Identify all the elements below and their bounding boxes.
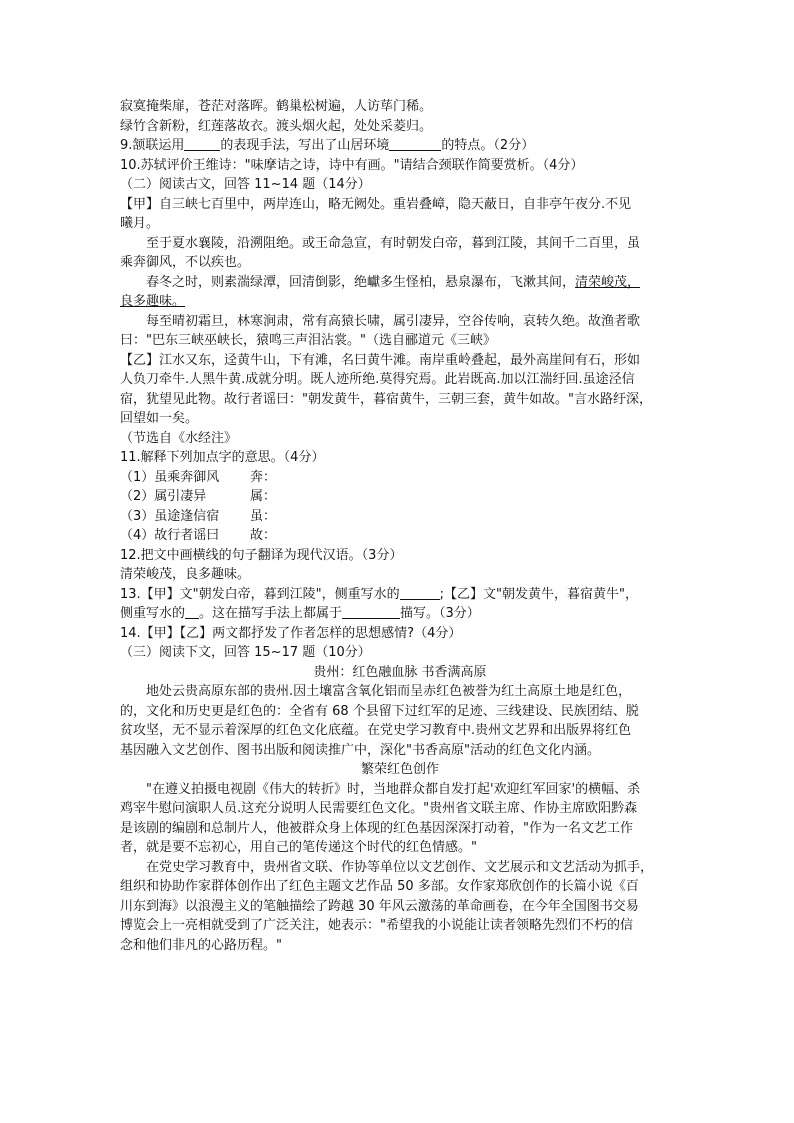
question-14: 14.【甲】【乙】两文都抒发了作者怎样的思想感情?（4分） xyxy=(120,625,462,641)
article-p1-b: 的，文化和历史更是红色的：全省有 68 个县留下过红军的足迹、三线建设、民族团结、脱 xyxy=(120,703,639,719)
q12-sentence: 清荣峻茂，良多趣味。 xyxy=(120,567,251,582)
article-title: 贵州：红色融血脉 书香满高原 xyxy=(313,664,487,680)
yi-source: （节选自《水经注》 xyxy=(120,430,238,446)
poem-line-2: 绿竹含新粉，红莲落故衣。渡头烟火起，处处采菱归。 xyxy=(120,118,433,134)
yi-b: 人负刀牵牛.人黑牛黄.成就分明。既人迹所绝.莫得究焉。此岩既高.加以江湍纡回.虽途泾信 xyxy=(120,372,635,387)
jia-p2-a: 至于夏水襄陵，沿溯阻绝。或王命急宣，有时朝发白帝，暮到江陵，其间千二百里，虽 xyxy=(146,235,641,251)
poem-line-1: 寂寞掩柴扉，苍茫对落晖。鹤巢松树遍，人访荜门稀。 xyxy=(120,99,433,114)
article-p1-a: 地处云贵高原东部的贵州.因土壤富含氧化铝而呈赤红色被誉为红土高原土地是红色， xyxy=(146,684,632,699)
q11-item: （2）属引凄异 属： xyxy=(120,489,277,504)
question-9 xyxy=(120,136,680,156)
q11-item: （1）虽乘奔御风 奔： xyxy=(120,469,277,485)
article-p3-c: 川东到海》以浪漫主义的笔触描绘了跨越 30 年风云激荡的革命画卷，在今年全国图书交易 xyxy=(120,898,639,914)
question-12-title: 12.把文中画横线的句子翻译为现代汉语。（3分） xyxy=(120,547,403,563)
q9-text-a: 9.颔联运用 xyxy=(120,138,185,153)
section-2-title: （二）阅读古文，回答 11~14 题（14分） xyxy=(120,177,371,192)
jia-p1-a: 【甲】自三峡七百里中，两岸连山，略无阙处。重岩叠嶂，隐天蔽日，自非亭午夜分.不见 xyxy=(120,196,632,212)
q11-item: （4）故行者谣曰 故： xyxy=(120,528,277,543)
underlined-sentence: 清荣峻茂， xyxy=(575,274,641,290)
q9-text-b: 的表现手法，写出了山居环境 xyxy=(220,138,390,153)
document-page xyxy=(120,97,680,955)
jia-p2-b: 乘奔御风，不以疾也。 xyxy=(120,255,251,270)
answer-blank xyxy=(184,137,220,151)
answer-blank xyxy=(389,137,441,151)
question-13: 13.【甲】文"朝发白帝，暮到江陵"，侧重写水的 ;【乙】文"朝发黄牛，暮宿黄牛"， xyxy=(120,586,638,602)
question-13-cont: 侧重写水的 。这在描写手法上都属于 描写。（3分） xyxy=(120,606,480,621)
jia-p1-b: 曦月。 xyxy=(120,216,160,231)
article-p3-d: 博览会上一亮相就受到了广泛关注，她表示："希望我的小说能让读者领略先烈们不朽的信 xyxy=(120,918,633,933)
q11-item: （3）虽途逢信宿 虽： xyxy=(120,508,277,524)
question-11-title: 11.解释下列加点字的意思。（4分） xyxy=(120,450,325,465)
q9-text-c: 的特点。（2分） xyxy=(441,138,535,153)
article-p1-d: 基因融入文艺创作、图书出版和阅读推广中，深化"书香高原"活动的红色文化内涵。 xyxy=(120,742,600,758)
yi-c: 宿，犹望见此物。故行者谣曰："朝发黄牛，暮宿黄牛，三朝三套，黄牛如故。"言水路纡深， xyxy=(120,391,652,407)
yi-d: 回望如一矣。 xyxy=(120,411,199,426)
underlined-sentence: 良多趣味。 xyxy=(120,294,186,309)
article-subtitle: 繁荣红色创作 xyxy=(360,762,439,777)
article-p2-d: 者，就是要不忘初心，用自己的笔传递这个时代的红色情感。" xyxy=(120,840,477,855)
article-p2-c: 是该剧的编剧和总制片人，他被群众身上体现的红色基因深深打动着，"作为一名文艺工作 xyxy=(120,820,633,836)
jia-p4-a: 每至晴初霜旦，林寒涧肃，常有高猿长啸，属引凄异，空谷传响，哀转久绝。故渔者歌 xyxy=(146,313,641,329)
article-p2-a: "在遵义拍摄电视剧《伟大的转折》时，当地群众都自发打起'欢迎红军回家'的横幅、杀 xyxy=(146,781,641,797)
jia-p4-b: 曰："巴东三峡巫峡长，猿鸣三声泪沾裳。"（选自郦道元《三峡》 xyxy=(120,333,496,348)
answer-blank xyxy=(185,605,199,619)
section-3-title: （三）阅读下文，回答 15~17 题（10分） xyxy=(120,645,371,660)
jia-p3-b xyxy=(120,292,680,312)
article-p3-e: 念和他们非凡的心路历程。" xyxy=(120,937,282,953)
answer-blank xyxy=(342,605,400,619)
article-p1-c: 贫攻坚，无不显示着深厚的红色文化底蕴。在党史学习教育中.贵州文艺界和出版界将红色 xyxy=(120,723,632,738)
article-p3-b: 组织和协助作家群体创作出了红色主题文艺作品 50 多部。女作家郑欣创作的长篇小说《百 xyxy=(120,879,639,894)
jia-p3-a xyxy=(120,273,680,293)
answer-blank xyxy=(400,586,440,600)
question-10: 10.苏轼评价王维诗："味摩诘之诗，诗中有画。"请结合颈联作简要赏析。（4分） xyxy=(120,157,584,173)
jia-p3-text: 春冬之时，则素湍绿潭，回清倒影，绝巘多生怪柏，悬泉瀑布，飞漱其间， xyxy=(146,274,576,290)
article-p2-b: 鸡宰牛慰问演职人员.这充分说明人民需要红色文化。"贵州省文联主席、作协主席欧阳黔森 xyxy=(120,801,638,816)
article-p3-a: 在党史学习教育中，贵州省文联、作协等单位以文艺创作、文艺展示和文艺活动为抓手， xyxy=(146,859,654,875)
yi-a: 【乙】江水又东，迳黄牛山，下有滩，名曰黄牛滩。南岸重岭叠起，最外高崖间有石，形如 xyxy=(120,352,641,368)
